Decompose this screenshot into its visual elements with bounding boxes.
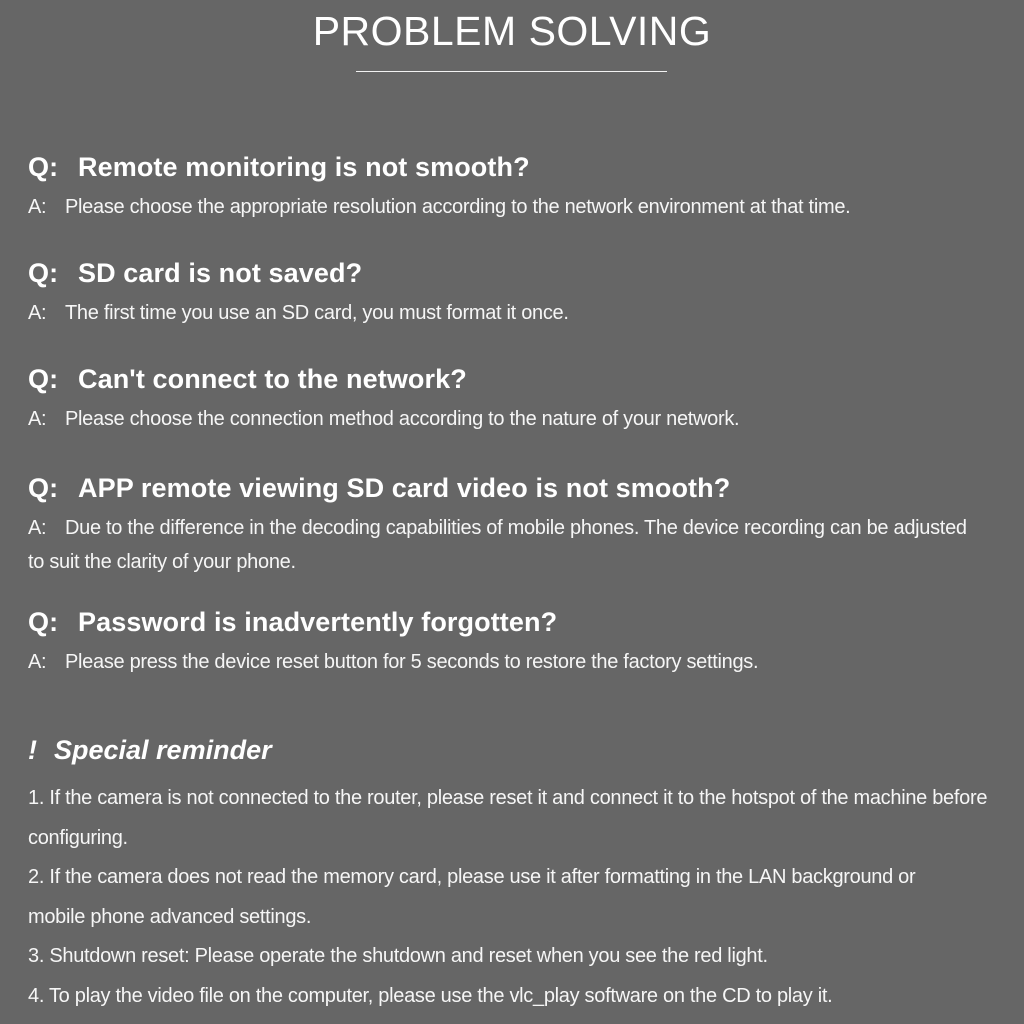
faq-question [28, 605, 1013, 639]
faq-item-1 [28, 150, 1013, 224]
reminder-item: 4. To play the video file on the computer, please use the vlc_play software on the CD to play it. [28, 984, 833, 1007]
question-text: APP remote viewing SD card video is not smooth? [78, 473, 731, 503]
faq-question [28, 362, 1013, 396]
reminder-heading-text: Special reminder [54, 735, 272, 765]
question-prefix: Q: [28, 607, 59, 637]
faq-question [28, 150, 1013, 184]
answer-text: Please press the device reset button for 5 seconds to restore the factory settings. [65, 651, 759, 673]
reminder-item: 1. If the camera is not connected to the router, please reset it and connect it to the hotspot of the machine before configuring. [28, 787, 988, 849]
faq-item-4 [28, 471, 1013, 579]
answer-prefix: A: [28, 651, 47, 673]
question-prefix: Q: [28, 258, 59, 288]
faq-item-3 [28, 362, 1013, 436]
faq-question [28, 256, 1013, 290]
faq-question [28, 471, 1013, 505]
faq-item-5 [28, 605, 1013, 679]
question-text: SD card is not saved? [78, 258, 363, 288]
faq-answer [28, 296, 1013, 330]
faq-answer [28, 402, 1013, 436]
question-prefix: Q: [28, 364, 59, 394]
reminder-list [28, 779, 1013, 1016]
exclamation-icon: ! [28, 735, 37, 765]
reminder-item: 2. If the camera does not read the memory card, please use it after formatting in the LAN background or mobile phone advanced settings. [28, 866, 916, 928]
question-text: Password is inadvertently forgotten? [78, 607, 558, 637]
question-prefix: Q: [28, 473, 59, 503]
special-reminder-heading [28, 733, 272, 767]
answer-prefix: A: [28, 517, 47, 539]
page-title: PROBLEM SOLVING [312, 8, 712, 54]
faq-answer [28, 645, 1013, 679]
answer-text: The first time you use an SD card, you must format it once. [65, 302, 569, 324]
answer-text: Please choose the appropriate resolution according to the network environment at that time. [65, 196, 851, 218]
title-divider [356, 71, 667, 72]
faq-answer [28, 511, 988, 579]
answer-prefix: A: [28, 408, 47, 430]
question-text: Remote monitoring is not smooth? [78, 152, 530, 182]
faq-item-2 [28, 256, 1013, 330]
answer-prefix: A: [28, 302, 47, 324]
answer-text: Due to the difference in the decoding capabilities of mobile phones. The device recording can be adjusted to suit the clarity of your phone. [28, 517, 967, 573]
question-text: Can't connect to the network? [78, 364, 467, 394]
question-prefix: Q: [28, 152, 59, 182]
answer-prefix: A: [28, 196, 47, 218]
reminder-item: 3. Shutdown reset: Please operate the shutdown and reset when you see the red light. [28, 945, 768, 967]
answer-text: Please choose the connection method according to the nature of your network. [65, 408, 740, 430]
faq-answer [28, 190, 1013, 224]
